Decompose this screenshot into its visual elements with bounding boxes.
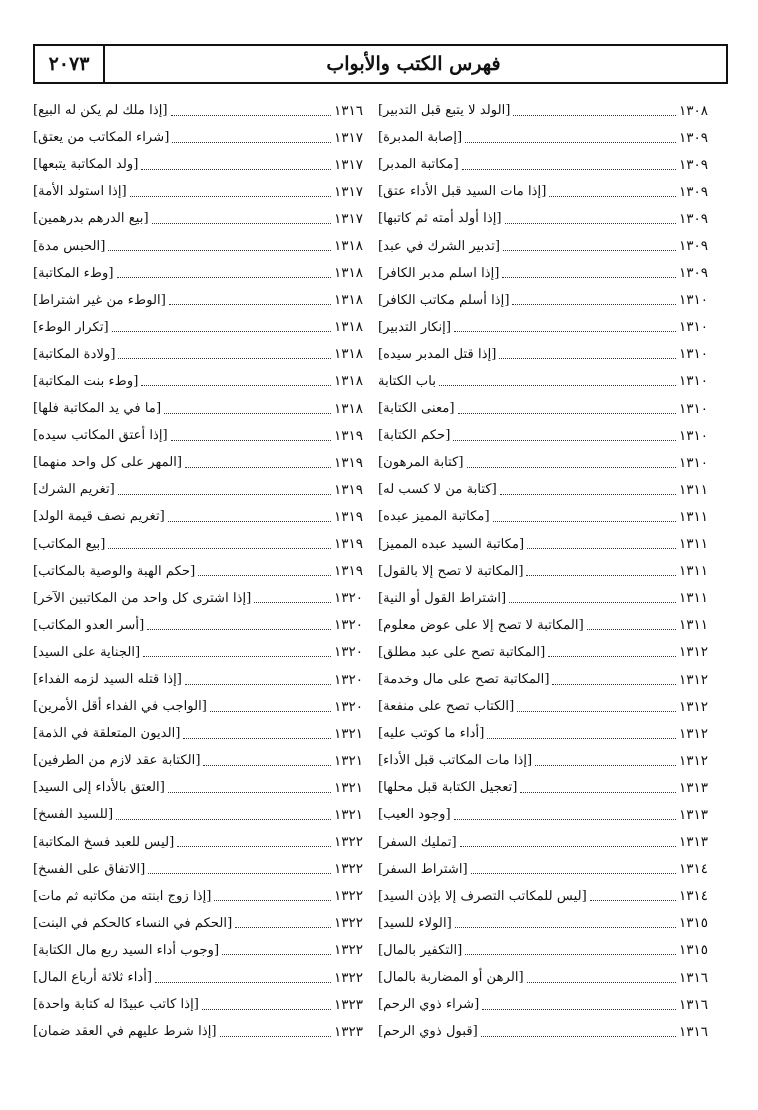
leader-dots — [117, 276, 331, 278]
index-entry — [33, 232, 363, 259]
leader-dots — [454, 330, 676, 332]
entry-page-number: ١٣١٩ — [333, 563, 363, 580]
index-entry — [378, 232, 708, 259]
leader-dots — [141, 384, 331, 386]
leader-dots — [462, 168, 676, 170]
entry-page-number: ١٣٢١ — [333, 779, 363, 796]
leader-dots — [177, 845, 331, 847]
entry-title: [إذا قتل المدبر سيده] — [378, 346, 497, 362]
entry-title: [المكاتبة لا تصح إلا بالقول] — [378, 563, 524, 579]
leader-dots — [169, 303, 331, 305]
entry-page-number: ١٣٢١ — [333, 752, 363, 769]
entry-title: [إذا ملك لم يكن له البيع] — [33, 103, 168, 119]
entry-title: [بيع المكاتب] — [33, 536, 106, 552]
leader-dots — [147, 628, 331, 630]
index-entry — [378, 449, 708, 476]
leader-dots — [108, 547, 331, 549]
index-entry — [378, 585, 708, 612]
leader-dots — [202, 1008, 331, 1010]
index-entry — [33, 260, 363, 287]
index-entry — [378, 395, 708, 422]
entry-title: [الاتفاق على الفسخ] — [33, 861, 146, 877]
right-index-column — [378, 97, 708, 1045]
leader-dots — [112, 330, 331, 332]
leader-dots — [141, 168, 331, 170]
entry-title: [المهر على كل واحد منهما] — [33, 455, 183, 471]
leader-dots — [505, 222, 676, 224]
entry-page-number: ١٣٢٠ — [333, 590, 363, 607]
entry-title: [تكرار الوطء] — [33, 319, 109, 335]
entry-title: [معنى الكتابة] — [378, 401, 455, 417]
entry-title: [إذا كاتب عبيدًا له كتابة واحدة] — [33, 997, 199, 1013]
entry-page-number: ١٣١٣ — [678, 779, 708, 796]
index-entry — [33, 801, 363, 828]
leader-dots — [460, 845, 676, 847]
index-entry — [378, 422, 708, 449]
index-entry — [33, 97, 363, 124]
entry-page-number: ١٣٢٢ — [333, 888, 363, 905]
entry-title: [الحكم في النساء كالحكم في البنت] — [33, 915, 233, 931]
index-entry — [33, 693, 363, 720]
index-entry — [33, 639, 363, 666]
leader-dots — [520, 791, 676, 793]
index-entry — [378, 693, 708, 720]
index-entry — [33, 937, 363, 964]
entry-page-number: ١٣١٥ — [678, 915, 708, 932]
leader-dots — [130, 195, 331, 197]
leader-dots — [455, 926, 676, 928]
entry-page-number: ١٣١٢ — [678, 752, 708, 769]
entry-page-number: ١٣١١ — [678, 617, 708, 634]
entry-page-number: ١٣١٤ — [678, 861, 708, 878]
index-entry — [378, 937, 708, 964]
index-entry — [378, 612, 708, 639]
leader-dots — [164, 412, 331, 414]
entry-page-number: ١٣٢٠ — [333, 671, 363, 688]
entry-title: [إذا زوج ابنته من مكاتبه ثم مات] — [33, 888, 212, 904]
index-entry — [378, 260, 708, 287]
entry-page-number: ١٣٢٠ — [333, 617, 363, 634]
leader-dots — [143, 655, 331, 657]
entry-page-number: ١٣١٨ — [333, 292, 363, 309]
entry-page-number: ١٣١٩ — [333, 427, 363, 444]
entry-page-number: ١٣٠٩ — [678, 156, 708, 173]
leader-dots — [526, 574, 676, 576]
index-entry — [378, 368, 708, 395]
leader-dots — [509, 601, 676, 603]
index-entry — [378, 476, 708, 503]
entry-title: [ليس للمكاتب التصرف إلا بإذن السيد] — [378, 888, 587, 904]
entry-page-number: ١٣١٩ — [333, 536, 363, 553]
entry-title: [قبول ذوي الرحم] — [378, 1024, 478, 1040]
entry-page-number: ١٣٠٩ — [678, 210, 708, 227]
entry-title: [وطء بنت المكاتبة] — [33, 373, 139, 389]
index-entry — [33, 503, 363, 530]
entry-page-number: ١٣١١ — [678, 481, 708, 498]
leader-dots — [254, 601, 331, 603]
leader-dots — [214, 899, 331, 901]
entry-title: [شراء المكاتب من يعتق] — [33, 130, 170, 146]
entry-title: [شراء ذوي الرحم] — [378, 997, 480, 1013]
leader-dots — [203, 764, 331, 766]
index-entry — [33, 558, 363, 585]
leader-dots — [512, 303, 676, 305]
entry-page-number: ١٣١٥ — [678, 942, 708, 959]
leader-dots — [116, 818, 331, 820]
entry-page-number: ١٣٢٣ — [333, 1023, 363, 1040]
leader-dots — [527, 547, 676, 549]
entry-page-number: ١٣١٨ — [333, 346, 363, 363]
leader-dots — [552, 683, 676, 685]
entry-page-number: ١٣١٠ — [678, 454, 708, 471]
entry-page-number: ١٣١٣ — [678, 834, 708, 851]
entry-page-number: ١٣١٠ — [678, 346, 708, 363]
index-entry — [378, 205, 708, 232]
index-entry — [378, 503, 708, 530]
entry-title: [وجود العيب] — [378, 807, 451, 823]
entry-title: [إذا شرط عليهم في العقد ضمان] — [33, 1024, 217, 1040]
entry-page-number: ١٣١٦ — [678, 1023, 708, 1040]
entry-page-number: ١٣١٦ — [678, 969, 708, 986]
entry-title: [حكم الكتابة] — [378, 428, 451, 444]
leader-dots — [171, 114, 331, 116]
entry-title: [التكفير بالمال] — [378, 942, 463, 958]
entry-page-number: ١٣١٢ — [678, 671, 708, 688]
entry-title: [الوطء من غير اشتراط] — [33, 292, 166, 308]
leader-dots — [587, 628, 676, 630]
index-entry — [378, 314, 708, 341]
index-entry — [33, 964, 363, 991]
entry-title: [الحبس مدة] — [33, 238, 106, 254]
entry-title: [وجوب أداء السيد ربع مال الكتابة] — [33, 942, 220, 958]
leader-dots — [502, 276, 676, 278]
index-entry — [378, 666, 708, 693]
leader-dots — [185, 683, 331, 685]
left-index-column — [33, 97, 363, 1045]
entry-page-number: ١٣٠٩ — [678, 238, 708, 255]
leader-dots — [458, 412, 676, 414]
leader-dots — [152, 222, 331, 224]
entry-page-number: ١٣١٣ — [678, 806, 708, 823]
entry-title: [إذا استولد الأمة] — [33, 184, 127, 200]
entry-page-number: ١٣١١ — [678, 536, 708, 553]
entry-title: [إصابة المدبرة] — [378, 130, 463, 146]
entry-title: [الواجب في الفداء أقل الأمرين] — [33, 699, 207, 715]
index-entry — [378, 801, 708, 828]
entry-page-number: ١٣١٩ — [333, 454, 363, 471]
leader-dots — [210, 710, 331, 712]
index-entry — [378, 639, 708, 666]
entry-title: [اشتراط السفر] — [378, 861, 468, 877]
entry-page-number: ١٣٠٩ — [678, 129, 708, 146]
index-entry — [33, 449, 363, 476]
entry-page-number: ١٣٢١ — [333, 806, 363, 823]
leader-dots — [172, 141, 331, 143]
index-entry — [378, 97, 708, 124]
entry-title: [أداء ثلاثة أرباع المال] — [33, 970, 153, 986]
entry-title: [إذا اسلم مدبر الكافر] — [378, 265, 500, 281]
leader-dots — [222, 953, 331, 955]
index-entry — [33, 910, 363, 937]
entry-page-number: ١٣١٩ — [333, 508, 363, 525]
entry-page-number: ١٣٢٢ — [333, 942, 363, 959]
index-entry — [378, 964, 708, 991]
index-entry — [33, 368, 363, 395]
entry-title: [ما في يد المكاتبة فلها] — [33, 401, 162, 417]
entry-title: [مكاتبة المدبر] — [378, 157, 459, 173]
entry-page-number: ١٣١١ — [678, 590, 708, 607]
entry-title: [المكاتبة تصح على عبد مطلق] — [378, 644, 546, 660]
entry-title: [الديون المتعلقة في الذمة] — [33, 726, 181, 742]
index-entry — [378, 341, 708, 368]
entry-title: [ليس للعبد فسخ المكاتبة] — [33, 834, 175, 850]
index-entry — [33, 829, 363, 856]
entry-page-number: ١٣١٢ — [678, 698, 708, 715]
index-entry — [378, 558, 708, 585]
entry-title: [الكتاب تصح على منفعة] — [378, 699, 515, 715]
entry-title: [مكاتبة المميز عبده] — [378, 509, 490, 525]
entry-page-number: ١٣١٧ — [333, 210, 363, 227]
entry-title: [إنكار التدبير] — [378, 319, 451, 335]
index-entry — [33, 666, 363, 693]
entry-title: [اشتراط القول أو النية] — [378, 590, 507, 606]
entry-title: [إذا اشترى كل واحد من المكاتبين الآخر] — [33, 590, 252, 606]
index-entry — [378, 883, 708, 910]
leader-dots — [171, 439, 331, 441]
entry-title: [الولد لا يتبع قبل التدبير] — [378, 103, 511, 119]
index-entry — [33, 314, 363, 341]
index-entry — [33, 178, 363, 205]
index-entry — [33, 1018, 363, 1045]
index-entry — [378, 774, 708, 801]
index-entry — [378, 531, 708, 558]
entry-page-number: ١٣١٠ — [678, 319, 708, 336]
entry-page-number: ١٣١٩ — [333, 481, 363, 498]
index-entry — [378, 124, 708, 151]
entry-title: [ولادة المكاتبة] — [33, 346, 116, 362]
index-entry — [378, 910, 708, 937]
entry-title: [المكاتبة تصح على مال وخدمة] — [378, 672, 550, 688]
entry-page-number: ١٣١٠ — [678, 400, 708, 417]
index-entry — [33, 883, 363, 910]
index-entry — [33, 585, 363, 612]
index-entry — [33, 422, 363, 449]
leader-dots — [481, 1035, 676, 1037]
entry-title: [للسيد الفسخ] — [33, 807, 114, 823]
leader-dots — [482, 1008, 676, 1010]
leader-dots — [500, 493, 676, 495]
entry-page-number: ١٣٢٢ — [333, 834, 363, 851]
index-entry — [33, 205, 363, 232]
index-entry — [33, 531, 363, 558]
leader-dots — [454, 818, 676, 820]
index-entry — [33, 341, 363, 368]
leader-dots — [220, 1035, 331, 1037]
entry-page-number: ١٣١٠ — [678, 373, 708, 390]
index-entry — [33, 991, 363, 1018]
leader-dots — [198, 574, 331, 576]
leader-dots — [453, 439, 676, 441]
leader-dots — [155, 981, 331, 983]
index-entry — [378, 178, 708, 205]
entry-page-number: ١٣٢٢ — [333, 915, 363, 932]
entry-title: [إذا قتله السيد لزمه الفداء] — [33, 672, 182, 688]
entry-page-number: ١٣٢١ — [333, 725, 363, 742]
index-entry — [33, 395, 363, 422]
leader-dots — [183, 737, 331, 739]
leader-dots — [499, 357, 676, 359]
index-entry — [33, 124, 363, 151]
index-entry — [378, 151, 708, 178]
entry-title: [تدبير الشرك في عبد] — [378, 238, 501, 254]
leader-dots — [549, 195, 676, 197]
leader-dots — [168, 791, 331, 793]
entry-title: [المكاتبة لا تصح إلا على عوض معلوم] — [378, 617, 584, 633]
entry-page-number: ١٣١٧ — [333, 156, 363, 173]
entry-title: [تمليك السفر] — [378, 834, 457, 850]
leader-dots — [118, 493, 331, 495]
entry-page-number: ١٣١١ — [678, 508, 708, 525]
entry-title: [إذا مات المكاتب قبل الأداء] — [378, 753, 533, 769]
leader-dots — [493, 520, 676, 522]
index-entry — [33, 747, 363, 774]
index-entry — [378, 747, 708, 774]
entry-title: [العتق بالأداء إلى السيد] — [33, 780, 165, 796]
entry-title: باب الكتابة — [378, 373, 436, 389]
index-entry — [33, 720, 363, 747]
index-entry — [378, 991, 708, 1018]
index-entry — [33, 774, 363, 801]
entry-page-number: ١٣٠٩ — [678, 265, 708, 282]
entry-title: [تغريم الشرك] — [33, 482, 115, 498]
entry-title: [كتابة من لا كسب له] — [378, 482, 497, 498]
entry-title: [الرهن أو المضاربة بالمال] — [378, 970, 524, 986]
page-number: ٢٠٧٣ — [35, 46, 105, 82]
entry-page-number: ١٣٢٣ — [333, 996, 363, 1013]
leader-dots — [168, 520, 331, 522]
leader-dots — [503, 249, 676, 251]
leader-dots — [439, 384, 676, 386]
leader-dots — [590, 899, 676, 901]
entry-page-number: ١٣٠٨ — [678, 102, 708, 119]
entry-title: [تغريم نصف قيمة الولد] — [33, 509, 165, 525]
entry-title: [كتابة المرهون] — [378, 455, 464, 471]
leader-dots — [471, 872, 676, 874]
entry-page-number: ١٣١٦ — [333, 102, 363, 119]
index-entry — [378, 829, 708, 856]
entry-title: [تعجيل الكتابة قبل محلها] — [378, 780, 518, 796]
entry-title: [بيع الدرهم بدرهمين] — [33, 211, 149, 227]
leader-dots — [148, 872, 331, 874]
entry-title: [الجناية على السيد] — [33, 644, 141, 660]
leader-dots — [465, 141, 676, 143]
entry-title: [حكم الهبة والوصية بالمكاتب] — [33, 563, 196, 579]
entry-page-number: ١٣١١ — [678, 563, 708, 580]
entry-title: [أداء ما كوتب عليه] — [378, 726, 485, 742]
index-entry — [33, 856, 363, 883]
leader-dots — [527, 981, 676, 983]
entry-page-number: ١٣١٨ — [333, 319, 363, 336]
entry-title: [وطء المكاتبة] — [33, 265, 114, 281]
index-entry — [33, 476, 363, 503]
entry-page-number: ١٣١٠ — [678, 427, 708, 444]
index-entry — [33, 612, 363, 639]
entry-page-number: ١٣١٨ — [333, 373, 363, 390]
entry-title: [الكتابة عقد لازم من الطرفين] — [33, 753, 201, 769]
entry-page-number: ١٣٠٩ — [678, 183, 708, 200]
leader-dots — [487, 737, 676, 739]
entry-page-number: ١٣١٦ — [678, 996, 708, 1013]
leader-dots — [185, 466, 331, 468]
leader-dots — [235, 926, 331, 928]
leader-dots — [535, 764, 676, 766]
entry-title: [مكاتبة السيد عبده المميز] — [378, 536, 525, 552]
entry-page-number: ١٣١٢ — [678, 644, 708, 661]
leader-dots — [118, 357, 331, 359]
index-entry — [378, 856, 708, 883]
entry-page-number: ١٣٢٢ — [333, 969, 363, 986]
index-entry — [378, 1018, 708, 1045]
leader-dots — [513, 114, 676, 116]
entry-title: [إذا أسلم مكاتب الكافر] — [378, 292, 510, 308]
entry-page-number: ١٣١٠ — [678, 292, 708, 309]
leader-dots — [108, 249, 331, 251]
entry-page-number: ١٣١٢ — [678, 725, 708, 742]
entry-title: [إذا أولد أمته ثم كاتبها] — [378, 211, 502, 227]
entry-page-number: ١٣٢٠ — [333, 644, 363, 661]
leader-dots — [467, 466, 676, 468]
entry-page-number: ١٣١٤ — [678, 888, 708, 905]
entry-page-number: ١٣١٨ — [333, 265, 363, 282]
leader-dots — [548, 655, 676, 657]
leader-dots — [465, 953, 676, 955]
entry-title: [الولاء للسيد] — [378, 915, 452, 931]
entry-title: [إذا أعتق المكاتب سيده] — [33, 428, 168, 444]
page-header — [33, 44, 728, 84]
entry-title: [أسر العدو المكاتب] — [33, 617, 145, 633]
index-entry — [33, 287, 363, 314]
entry-title: [إذا مات السيد قبل الأداء عتق] — [378, 184, 547, 200]
entry-title: [ولد المكاتبة يتبعها] — [33, 157, 139, 173]
entry-page-number: ١٣١٨ — [333, 400, 363, 417]
entry-page-number: ١٣١٧ — [333, 183, 363, 200]
page-title: فهرس الكتب والأبواب — [326, 53, 501, 75]
entry-page-number: ١٣٢٠ — [333, 698, 363, 715]
index-entry — [33, 151, 363, 178]
entry-page-number: ١٣١٧ — [333, 129, 363, 146]
entry-page-number: ١٣٢٢ — [333, 861, 363, 878]
index-entry — [378, 287, 708, 314]
index-entry — [378, 720, 708, 747]
entry-page-number: ١٣١٨ — [333, 238, 363, 255]
leader-dots — [517, 710, 676, 712]
